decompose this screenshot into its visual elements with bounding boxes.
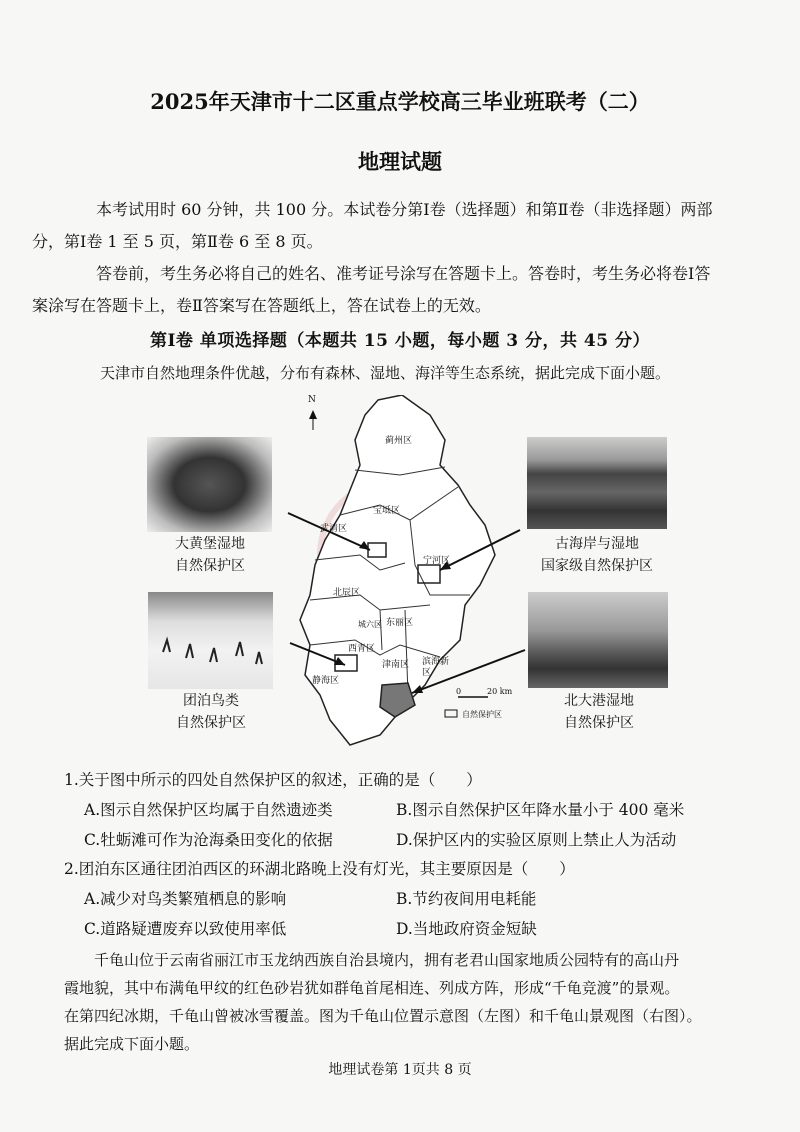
caption-beidagang: 北大港湿地 自然保护区 bbox=[564, 693, 634, 731]
district-label: 西青区 bbox=[348, 644, 376, 654]
q1-option-a: A.图示自然保护区均属于自然遗迹类 bbox=[84, 801, 333, 819]
exam-title: 2025年天津市十二区重点学校高三毕业班联考（二） bbox=[150, 89, 650, 114]
caption-tuanbo: 团泊鸟类 自然保护区 bbox=[176, 693, 246, 731]
question-2-stem: 2.团泊东区通往团泊西区的环湖北路晚上没有灯光，其主要原因是（ ） bbox=[64, 860, 575, 878]
q2-option-a: A.减少对鸟类繁殖栖息的影响 bbox=[84, 890, 287, 908]
caption-guhaian: 古海岸与湿地 国家级自然保护区 bbox=[541, 536, 653, 574]
district-label: 宁河区 bbox=[423, 556, 451, 566]
district-label: 滨海新区 bbox=[422, 657, 450, 678]
photo-guhaian bbox=[527, 437, 667, 529]
district-label: 津南区 bbox=[382, 660, 410, 670]
north-arrow-icon bbox=[309, 410, 317, 419]
caption-dahuangpu: 大黄堡湿地 自然保护区 bbox=[175, 536, 245, 574]
question-1-stem: 1.关于图中所示的四处自然保护区的叙述，正确的是（ ） bbox=[64, 771, 482, 789]
district-label: 武清区 bbox=[320, 524, 348, 534]
legend-label: 自然保护区 bbox=[462, 710, 502, 719]
q2-option-c: C.道路疑遭废弃以致使用率低 bbox=[84, 920, 287, 938]
instructions-paragraph-1: 本考试用时 60 分钟，共 100 分。本试卷分第Ⅰ卷（选择题）和第Ⅱ卷（非选择题）两部 分，第Ⅰ卷 1 至 5 页，第Ⅱ卷 6 至 8 页。 bbox=[32, 200, 713, 251]
subject-title: 地理试题 bbox=[358, 149, 442, 174]
scale-label: 20 km bbox=[487, 687, 513, 696]
instructions-paragraph-2: 答卷前，考生务必将自己的姓名、准考证号涂写在答题卡上。答卷时，考生务必将卷Ⅰ答 案涂写在答题卡上，卷Ⅱ答案写在答题纸上，答在试卷上的无效。 bbox=[32, 264, 711, 315]
q1-option-c: C.牡蛎滩可作为沧海桑田变化的依据 bbox=[84, 831, 333, 849]
q1-option-b: B.图示自然保护区年降水量小于 400 毫米 bbox=[396, 801, 685, 819]
legend-box bbox=[445, 710, 457, 717]
q2-option-d: D.当地政府资金短缺 bbox=[396, 920, 537, 938]
photo-dahuangpu bbox=[147, 437, 272, 532]
page-footer: 地理试卷第 1页共 8 页 bbox=[328, 1062, 472, 1078]
district-label: 静海区 bbox=[312, 676, 340, 686]
q1-option-d: D.保护区内的实验区原则上禁止人为活动 bbox=[396, 831, 677, 849]
q2-option-b: B.节约夜间用电耗能 bbox=[396, 890, 537, 908]
photo-tuanbo bbox=[148, 592, 273, 689]
passage-qiangui: 千龟山位于云南省丽江市玉龙纳西族自治县境内，拥有老君山国家地质公园特有的高山丹 霞地貌，其中布满龟甲纹的红色砂岩犹如群龟首尾相连、列成方阵，形成“千龟竞渡”的景观。 在第四纪冰期，千龟山曾被冰雪覆盖。图为千龟山位置示意图（左图）和千龟山景观图（右图）。 据此完成下面小题。 bbox=[64, 951, 702, 1053]
photo-beidagang bbox=[528, 592, 668, 688]
district-label: 宝坻区 bbox=[373, 506, 401, 516]
district-label: 城六区 bbox=[358, 620, 382, 629]
district-label: 东丽区 bbox=[386, 618, 414, 628]
north-label: N bbox=[308, 395, 316, 405]
district-label: 蓟州区 bbox=[385, 436, 413, 446]
intro-text: 天津市自然地理条件优越，分布有森林、湿地、海洋等生态系统，据此完成下面小题。 bbox=[100, 364, 671, 382]
section-title: 第Ⅰ卷 单项选择题（本题共 15 小题，每小题 3 分，共 45 分） bbox=[149, 331, 651, 351]
scale-zero: 0 bbox=[456, 687, 462, 696]
district-label: 北辰区 bbox=[333, 588, 361, 598]
